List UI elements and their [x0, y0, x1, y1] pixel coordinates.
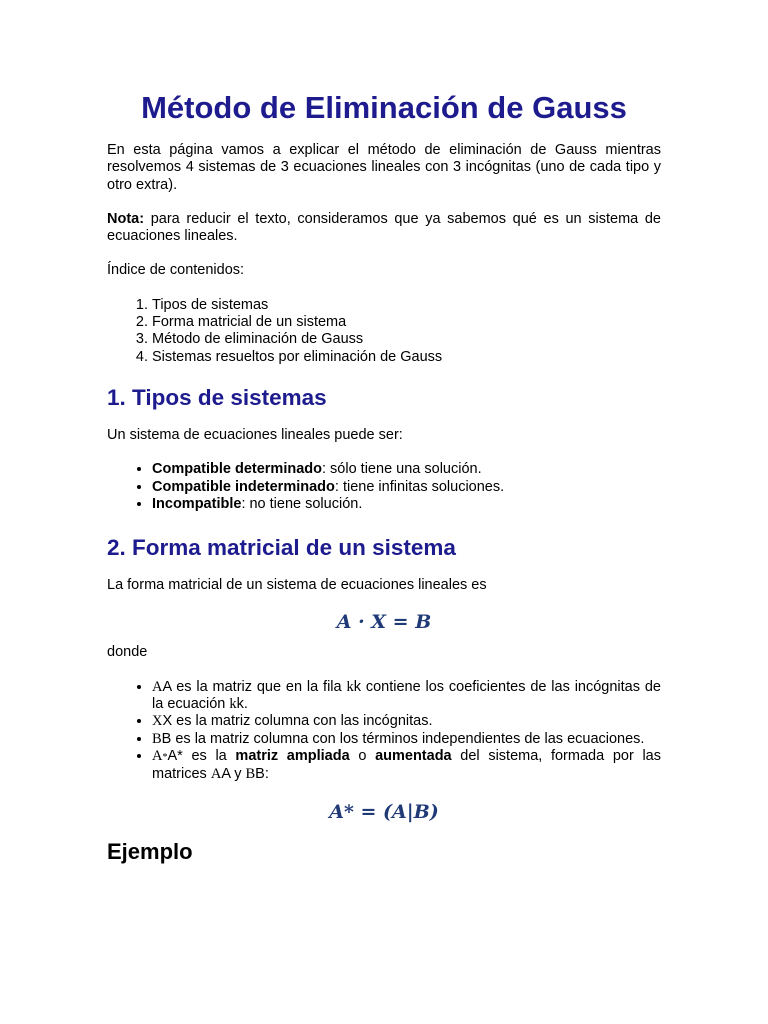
formula-augmented-matrix: A* = (A|B)	[329, 800, 439, 823]
list-item: • Incompatible: no tiene solución.	[152, 496, 661, 513]
note-paragraph	[107, 211, 661, 246]
list-item: • BB es la matriz columna con los términos independientes de las ecuaciones.	[152, 731, 661, 748]
page-title: Método de Eliminación de Gauss	[141, 90, 627, 125]
list-item: • XX es la matriz columna con las incógnitas.	[152, 713, 661, 730]
index-list	[107, 297, 661, 366]
list-item: • AA es la matriz que en la fila kk contiene los coeficientes de las incógnitas de la ecuación kk.	[152, 679, 661, 714]
list-item: • A*A* es la matriz ampliada o aumentada del sistema, formada por las matrices AA y BB:	[152, 748, 661, 784]
example-heading: Ejemplo	[107, 838, 193, 864]
index-title: Índice de contenidos:	[107, 262, 245, 279]
intro-paragraph: En esta página vamos a explicar el método de eliminación de Gauss mientras resolvemos 4 sistemas de 3 ecuaciones lineales con 3 incógnitas (uno de cada tipo y otro extra).	[107, 142, 661, 193]
formula-matrix-form: A · X = B	[336, 611, 432, 634]
system-types-list	[107, 461, 661, 513]
section2-intro: La forma matricial de un sistema de ecuaciones lineales es	[107, 577, 487, 594]
definitions-list	[107, 679, 661, 784]
document-body	[107, 142, 661, 866]
index-item[interactable]: 2. Forma matricial de un sistema	[152, 314, 661, 331]
section-heading: 2. Forma matricial de un sistema	[107, 535, 456, 561]
section1-intro: Un sistema de ecuaciones lineales puede ser:	[107, 426, 403, 443]
index-item[interactable]: 3. Método de eliminación de Gauss	[152, 331, 661, 348]
note-label: Nota:	[107, 210, 145, 227]
index-item[interactable]: 1. Tipos de sistemas	[152, 297, 661, 314]
note-text: para reducir el texto, consideramos que ya sabemos qué es un sistema de ecuaciones lineales.	[107, 210, 661, 245]
section-heading: 1. Tipos de sistemas	[107, 384, 327, 410]
donde-label: donde	[107, 644, 148, 661]
list-item: • Compatible determinado: sólo tiene una solución.	[152, 461, 661, 478]
index-item[interactable]: 4. Sistemas resueltos por eliminación de Gauss	[152, 349, 661, 366]
list-item: • Compatible indeterminado: tiene infinitas soluciones.	[152, 479, 661, 496]
